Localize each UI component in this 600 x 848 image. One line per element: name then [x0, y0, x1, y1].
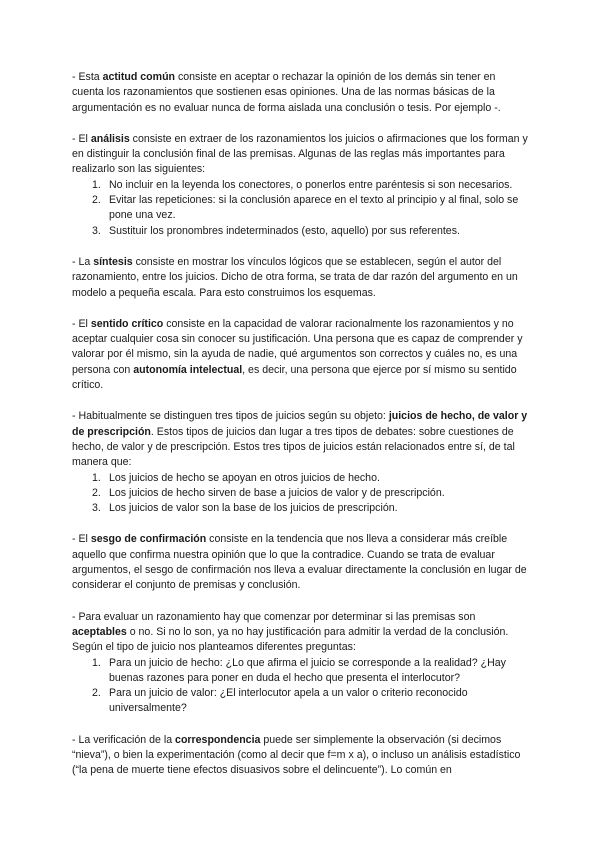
juicios-relations-list — [72, 471, 528, 517]
paragraph-text: - Habitualmente se distinguen tres tipos de juicios según su objeto: — [72, 410, 389, 423]
list-item: 1. Para un juicio de hecho: ¿Lo que afirma el juicio se corresponde a la realidad? ¿Hay buenas razones para poner en duda el hecho que presenta el interlocutor? — [92, 656, 506, 684]
analisis-rules-list — [72, 178, 528, 239]
list-item: 2. Para un juicio de valor: ¿El interlocutor apela a un valor o criterio reconocido universalmente? — [92, 687, 468, 715]
paragraph-text: - Esta — [72, 71, 103, 83]
paragraph-text: - La — [72, 255, 94, 268]
term-autonomia-intelectual: autonomía intelectual — [133, 363, 243, 376]
paragraph-text: consiste en la tendencia que nos lleva a considerar más creíble aquello que confirma nuestra opinión que lo que la contradice. Cuando se trata de evaluar argumentos, el sesgo de confirmación nos lleva a evaluar directamente la conclusión en lugar de considerar el conjunto de premisas y conclusión. — [72, 533, 527, 592]
list-item: 3. Los juicios de valor son la base de los juicios de prescripción. — [92, 502, 398, 515]
term-aceptables: aceptables — [72, 625, 127, 638]
term-analisis: análisis — [90, 132, 130, 145]
term-correspondencia: correspondencia — [175, 733, 261, 746]
term-actitud-comun: actitud común — [102, 71, 176, 83]
paragraph-text: - Para evaluar un razonamiento hay que comenzar por determinar si las premisas son — [72, 610, 476, 623]
paragraph-text: consiste en aceptar o rechazar la opinión de los demás sin tener en cuenta los razonamientos que sostienen esas opiniones. Una de las normas básicas de la argumentación es no evaluar nunca de forma aislada una conclusión o tesis. Por ejemplo -. — [72, 71, 501, 114]
paragraph-text: consiste en extraer de los razonamientos los juicios o afirmaciones que los forman y en distinguir la conclusión final de las premisas. Algunas de las reglas más importantes para realizarlo son las siguientes: — [72, 132, 528, 176]
paragraph-text: - El — [72, 317, 91, 330]
list-item: 2. Evitar las repeticiones: si la conclusión aparece en el texto al principio y al final, solo se pone una vez. — [92, 194, 519, 222]
list-item: 1. No incluir en la leyenda los conectores, o ponerlos entre paréntesis si son necesarios. — [92, 178, 513, 191]
paragraph-aceptables — [72, 610, 528, 717]
preguntas-list — [72, 656, 528, 717]
term-tipos-juicios: juicios de hecho, de valor y de prescripción — [72, 410, 528, 438]
paragraph-correspondencia — [72, 733, 528, 779]
paragraph-text: o no. Si no lo son, ya no hay justificación para admitir la verdad de la conclusión. Según el tipo de juicio nos planteamos diferentes preguntas: — [72, 625, 509, 654]
paragraph-text: consiste en la capacidad de valorar racionalmente los razonamientos y no aceptar cualquier cosa sin conocer su justificación. Una persona que es capaz de comprender y valorar por él mismo, sin la ayuda de nadie, qué argumentos son correctos y cuáles no, es una persona con — [72, 317, 523, 376]
list-item: 3. Sustituir los pronombres indeterminados (esto, aquello) por sus referentes. — [92, 224, 460, 237]
paragraph-text: puede ser simplemente la observación (si decimos “nieva”), o bien la experimentación (como al decir que f=m x a), o incluso un análisis estadístico (“la pena de muerte tiene efectos disuasivos sobre el delincuente”). Lo común en — [72, 733, 521, 777]
paragraph-sintesis — [72, 255, 528, 301]
list-item: 2. Los juicios de hecho sirven de base a juicios de valor y de prescripción. — [92, 486, 445, 499]
paragraph-sesgo-confirmacion — [72, 532, 528, 593]
term-sesgo-confirmacion: sesgo de confirmación — [90, 533, 207, 546]
paragraph-actitud-comun — [72, 70, 528, 116]
paragraph-analisis — [72, 132, 528, 239]
paragraph-text: consiste en mostrar los vínculos lógicos que se establecen, según el autor del razonamiento, entre los juicios. Dicho de otra forma, se trata de dar razón del argumento en un modelo a pequeña escala. Para esto construimos los esquemas. — [72, 255, 518, 299]
paragraph-tipos-juicios — [72, 409, 528, 516]
list-item: 1. Los juicios de hecho se apoyan en otros juicios de hecho. — [92, 471, 380, 484]
paragraph-text: - El — [72, 132, 91, 145]
paragraph-text: , es decir, una persona que ejerce por sí mismo su sentido crítico. — [72, 363, 517, 392]
paragraph-text: - La verificación de la — [72, 733, 176, 746]
term-sintesis: síntesis — [93, 255, 133, 268]
paragraph-text: . Estos tipos de juicios dan lugar a tres tipos de debates: sobre cuestiones de hecho, de valor y de prescripción. Estos tres tipos de juicios están relacionados entre sí, de tal manera que: — [72, 425, 515, 469]
paragraph-text: - El — [72, 533, 91, 546]
paragraph-sentido-critico — [72, 317, 528, 393]
term-sentido-critico: sentido crítico — [90, 317, 164, 330]
